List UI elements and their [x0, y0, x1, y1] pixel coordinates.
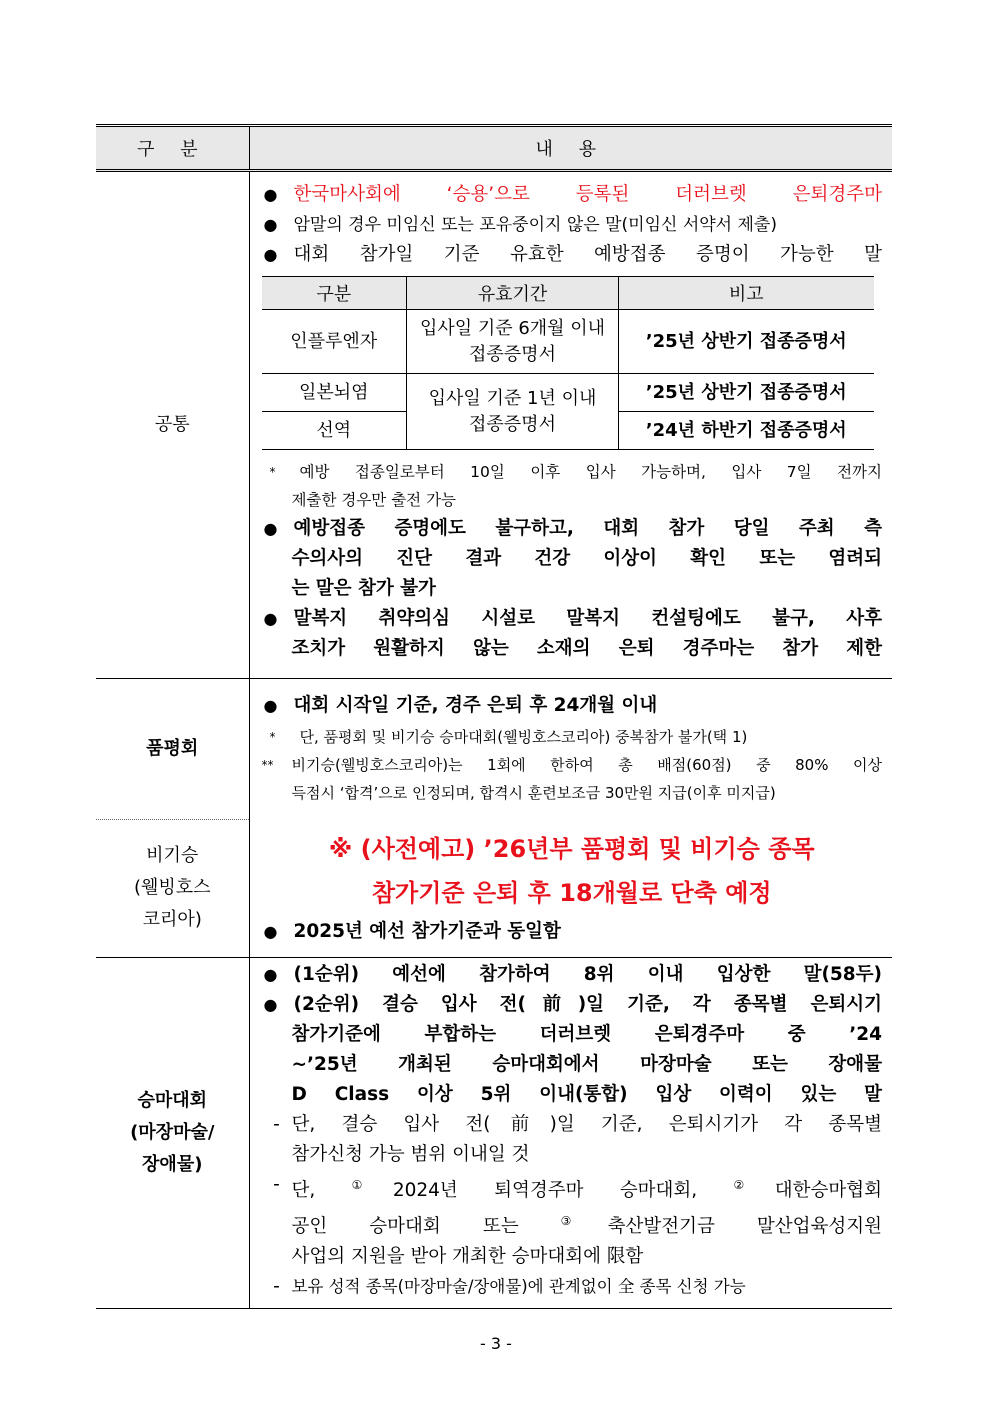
vaccine-table [262, 276, 874, 450]
category-bigiseung: 비기승 (웰빙호스 코리아) [96, 819, 249, 958]
header-content: 내 용 [249, 126, 892, 171]
dash-item: - 단, ①2024년 퇴역경주마 승마대회, ②대한승마협회 [273, 1174, 882, 1202]
circled-3-icon: ③ [560, 1214, 608, 1229]
list-item-cont: 수의사의 진단 결과 건강 이상이 확인 또는 염려되 [291, 548, 882, 569]
list-item: ● 대회 시작일 기준, 경주 은퇴 후 24개월 이내 [262, 691, 883, 721]
notice-text: ※ (사전예고) ’26년부 품평회 및 비기승 종목 [328, 835, 815, 863]
dash-item-cont: 참가신청 가능 범위 이내일 것 [291, 1144, 530, 1165]
table-row: 선역 ’24년 하반기 접종증명서 [262, 412, 874, 450]
dash-item: - 보유 성적 종목(마장마술/장애물)에 관계없이 全 종목 신청 가능 [273, 1276, 746, 1298]
list-item-cont: 참가기준에 부합하는 더러브렛 은퇴경주마 중 ’24 [291, 1024, 882, 1045]
category-seungma: 승마대회 (마장마술/ 장애물) [96, 958, 249, 1309]
list-item-cont: 는 말은 참가 불가 [291, 578, 436, 599]
list-item-cont: ~’25년 개최된 승마대회에서 마장마술 또는 장애물 [291, 1054, 882, 1075]
list-item: ● (2순위) 결승 입사 전(前)일 기준, 각 종목별 은퇴시기 [262, 990, 883, 1020]
list-item: ● 암말의 경우 미임신 또는 포유중이지 않은 말(미임신 서약서 제출) [262, 210, 883, 240]
bullet-icon: ● [263, 965, 278, 984]
list-item: ● 말복지 취약의심 시설로 말복지 컨설팅에도 불구, 사후 [262, 604, 883, 634]
row-seungma [96, 958, 892, 1309]
note-item: ** 비기승(웰빙호스코리아)는 1회에 한하여 총 배점(60점) 중 80% 이상 [261, 756, 882, 774]
bullet-icon: ● [263, 922, 278, 941]
bullet-icon: ● [263, 245, 278, 264]
list-item-cont: 조치가 원활하지 않는 소재의 은퇴 경주마는 참가 제한 [291, 638, 882, 659]
list-item: ● 2025년 예선 참가기준과 동일함 [262, 917, 883, 947]
row-pumpyeong [96, 679, 892, 820]
list-item: ● 예방접종 증명에도 불구하고, 대회 참가 당일 주최 측 [262, 514, 883, 544]
table-header [96, 126, 892, 171]
page-number: - 3 - [480, 1334, 512, 1353]
criteria-table [96, 124, 892, 1309]
note-item: 득점시 ‘합격’으로 인정되며, 합격시 훈련보조금 30만원 지급(이후 미지급) [291, 784, 776, 802]
dash-item-cont: 사업의 지원을 받아 개최한 승마대회에 限함 [291, 1246, 644, 1268]
row-common [96, 171, 892, 679]
row-bigiseung [96, 819, 892, 958]
circled-2-icon: ② [733, 1178, 775, 1192]
category-common: 공통 [96, 171, 249, 679]
list-item: ● (1순위) 예선에 참가하여 8위 이내 입상한 말(58두) [262, 960, 883, 990]
dash-item-cont: 공인 승마대회 또는 ③축산발전기금 말산업육성지원 [291, 1214, 882, 1238]
bullet-icon: ● [263, 995, 278, 1014]
header-category: 구 분 [96, 126, 249, 171]
bullet-icon: ● [263, 519, 278, 538]
list-item-cont: D Class 이상 5위 이내(통합) 입상 이력이 있는 말 [291, 1084, 882, 1105]
bullet-icon: ● [263, 609, 278, 628]
bullet-icon: ● [263, 215, 278, 234]
dash-item: - 단, 결승 입사 전(前)일 기준, 은퇴시기가 각 종목별 [273, 1114, 882, 1135]
table-row: 인플루엔자 입사일 기준 6개월 이내 접종증명서 ’25년 상반기 접종증명서 [262, 310, 874, 374]
bullet-icon: ● [263, 185, 278, 204]
note-item: 제출한 경우만 출전 가능 [291, 491, 457, 509]
note-item: * 예방 접종일로부터 10일 이후 입사 가능하며, 입사 7일 전까지 [269, 463, 882, 481]
circled-1-icon: ① [351, 1178, 393, 1192]
note-item: * 단, 품평회 및 비기승 승마대회(웰빙호스코리아) 중복참가 불가(택 1) [269, 728, 748, 746]
notice-text: 참가기준 은퇴 후 18개월로 단축 예정 [371, 879, 772, 907]
category-pumpyeong: 품평회 [96, 679, 249, 820]
vaccine-table-header: 구분 유효기간 비고 [262, 277, 874, 310]
list-item: ● 한국마사회에 ‘승용’으로 등록된 더러브렛 은퇴경주마 [262, 180, 883, 210]
bullet-icon: ● [263, 696, 278, 715]
list-item: ● 대회 참가일 기준 유효한 예방접종 증명이 가능한 말 [262, 240, 883, 270]
table-row: 일본뇌염 입사일 기준 1년 이내 접종증명서 ’25년 상반기 접종증명서 [262, 374, 874, 412]
